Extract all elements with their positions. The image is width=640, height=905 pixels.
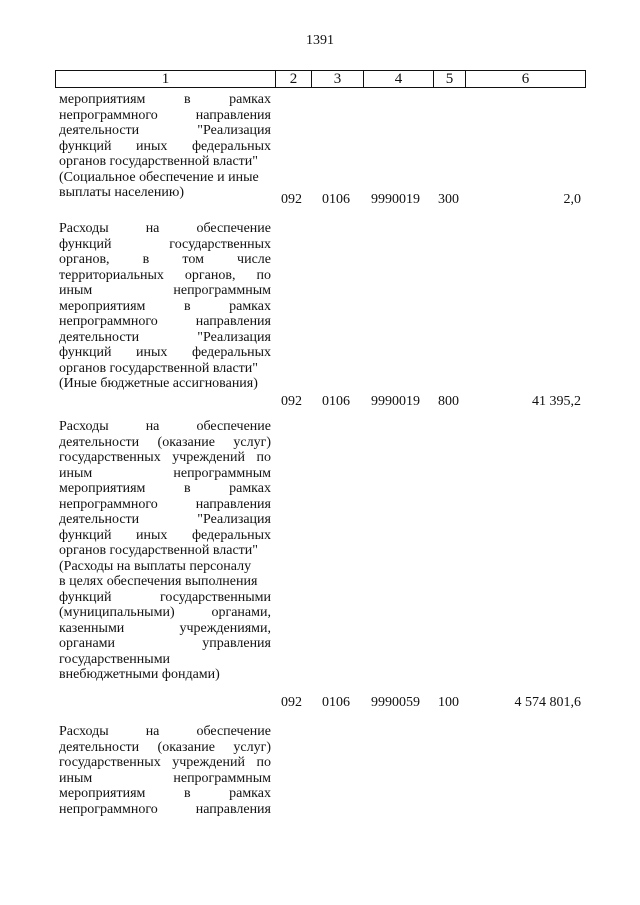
page-number: 1391: [306, 33, 334, 48]
row-description: [59, 92, 271, 201]
code-cell: 092: [281, 394, 302, 409]
desc-line: государственными: [59, 651, 171, 667]
header-col-4: 4: [364, 71, 434, 88]
header-col-1: 1: [56, 71, 276, 88]
type-cell: 800: [438, 394, 459, 409]
desc-line: (Расходы на выплаты персоналу: [59, 558, 252, 574]
desc-line: органами управления: [59, 636, 271, 651]
desc-line: мероприятиям в рамках: [59, 481, 271, 496]
desc-line: функций иных федеральных: [59, 345, 271, 360]
desc-line: иным непрограммным: [59, 283, 271, 298]
code-cell: 092: [281, 695, 302, 710]
desc-line: иным непрограммным: [59, 465, 271, 481]
desc-line: казенными учреждениями,: [59, 620, 271, 636]
header-col-2: 2: [276, 71, 312, 88]
amount-cell: 4 574 801,6: [514, 695, 581, 710]
desc-line: непрограммного направления: [59, 314, 271, 329]
desc-line: мероприятиям в рамках: [59, 786, 271, 801]
target-cell: 9990019: [371, 192, 420, 207]
desc-line: функций государственных: [59, 236, 271, 252]
header-col-3: 3: [312, 71, 364, 88]
desc-line: органов государственной власти": [59, 154, 259, 169]
desc-line: непрограммного направления: [59, 496, 271, 512]
desc-line: деятельности "Реализация: [59, 123, 271, 138]
desc-line: государственных учреждений по: [59, 755, 271, 770]
desc-line: (муниципальными) органами,: [59, 605, 271, 620]
desc-line: выплаты населению): [59, 185, 184, 200]
section-cell: 0106: [322, 394, 350, 409]
desc-line: иным непрограммным: [59, 770, 271, 786]
desc-line: Расходы на обеспечение: [59, 419, 271, 434]
desc-line: мероприятиям в рамках: [59, 92, 271, 107]
desc-line: деятельности "Реализация: [59, 512, 271, 527]
type-cell: 300: [438, 192, 459, 207]
desc-line: государственных учреждений по: [59, 450, 271, 465]
type-cell: 100: [438, 695, 459, 710]
section-cell: 0106: [322, 192, 350, 207]
desc-line: мероприятиям в рамках: [59, 298, 271, 314]
desc-line: органов государственной власти": [59, 543, 259, 558]
desc-line: (Иные бюджетные ассигнования): [59, 376, 258, 391]
row-description: [59, 419, 271, 683]
desc-line: непрограммного направления: [59, 801, 271, 817]
desc-line: непрограммного направления: [59, 107, 271, 123]
desc-line: внебюджетными фондами): [59, 667, 220, 682]
header-col-6: 6: [466, 71, 586, 88]
table-header: [55, 70, 586, 88]
section-cell: 0106: [322, 695, 350, 710]
desc-line: деятельности "Реализация: [59, 329, 271, 345]
desc-line: функций государственными: [59, 589, 271, 605]
desc-line: органов, в том числе: [59, 252, 271, 267]
row-description: [59, 221, 271, 392]
amount-cell: 41 395,2: [532, 394, 581, 409]
desc-line: (Социальное обеспечение и иные: [59, 169, 259, 185]
target-cell: 9990059: [371, 695, 420, 710]
desc-line: деятельности (оказание услуг): [59, 434, 271, 450]
desc-line: органов государственной власти": [59, 360, 259, 376]
desc-line: функций иных федеральных: [59, 138, 271, 154]
code-cell: 092: [281, 192, 302, 207]
desc-line: Расходы на обеспечение: [59, 724, 271, 739]
header-col-5: 5: [434, 71, 466, 88]
desc-line: Расходы на обеспечение: [59, 221, 271, 236]
amount-cell: 2,0: [563, 192, 581, 207]
target-cell: 9990019: [371, 394, 420, 409]
row-description: [59, 724, 271, 817]
desc-line: деятельности (оказание услуг): [59, 739, 271, 755]
desc-line: территориальных органов, по: [59, 267, 271, 283]
desc-line: функций иных федеральных: [59, 527, 271, 543]
desc-line: в целях обеспечения выполнения: [59, 574, 258, 589]
